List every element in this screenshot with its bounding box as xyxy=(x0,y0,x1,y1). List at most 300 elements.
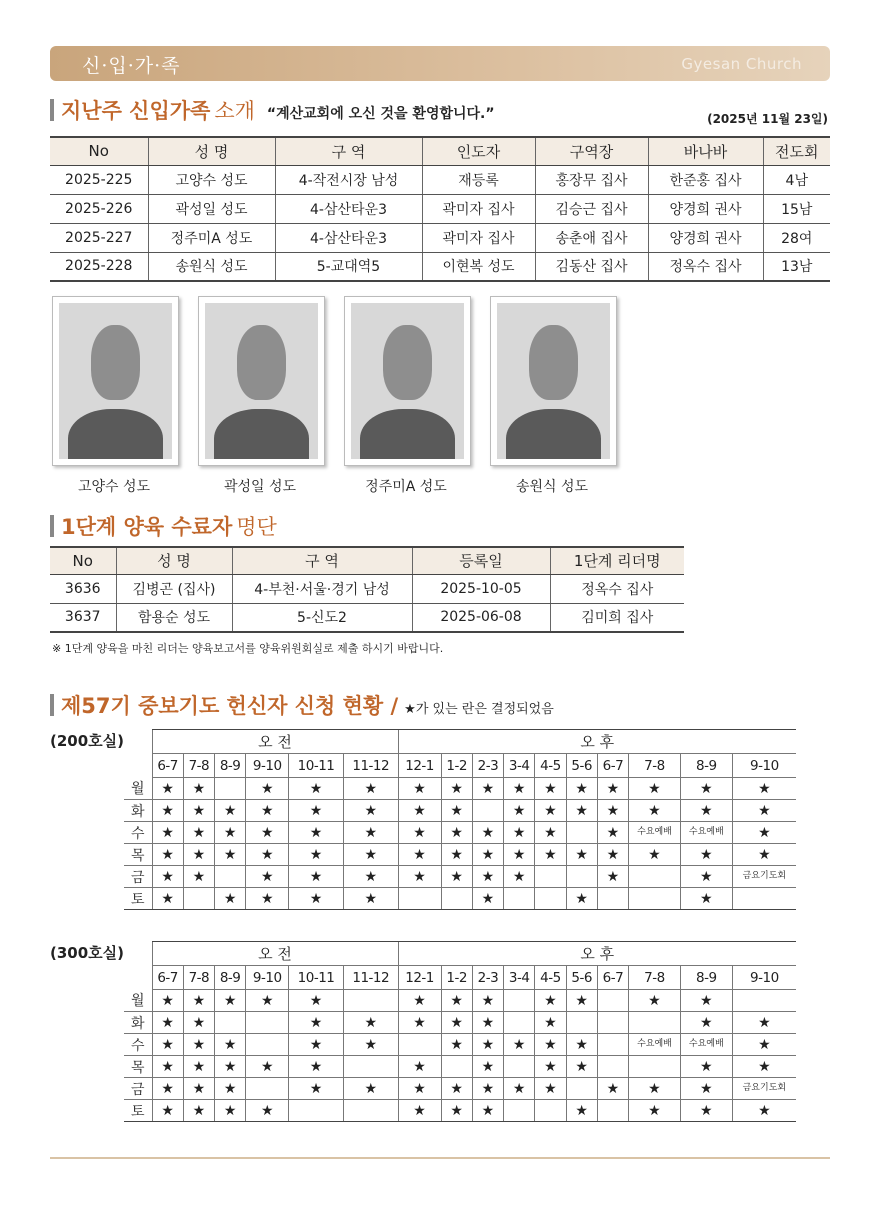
table-cell: 2025-228 xyxy=(50,252,148,281)
schedule-cell xyxy=(597,990,628,1012)
table-cell: 2025-10-05 xyxy=(412,574,550,603)
schedule-corner xyxy=(124,942,152,966)
star-icon: ★ xyxy=(566,1100,597,1122)
star-icon: ★ xyxy=(343,822,398,844)
section-brand: 신·입·가·족 xyxy=(82,55,181,77)
column-header: 인도자 xyxy=(422,137,535,165)
star-icon: ★ xyxy=(680,1100,732,1122)
star-icon: ★ xyxy=(246,990,289,1012)
photo-caption: 정주미A 성도 xyxy=(365,479,447,495)
schedule-day-row xyxy=(124,1078,796,1100)
star-icon: ★ xyxy=(680,1056,732,1078)
schedule-corner xyxy=(124,754,152,778)
table-cell: 3636 xyxy=(50,574,116,603)
schedule-cell xyxy=(629,866,681,888)
star-icon: ★ xyxy=(597,800,628,822)
table-cell: 송춘애 집사 xyxy=(535,223,648,252)
star-icon: ★ xyxy=(566,1034,597,1056)
newcomers-title xyxy=(50,95,495,125)
star-icon: ★ xyxy=(343,778,398,800)
star-icon: ★ xyxy=(680,778,732,800)
day-label: 토 xyxy=(124,1100,152,1122)
time-slot: 10-11 xyxy=(289,966,344,990)
star-icon: ★ xyxy=(597,778,628,800)
star-icon: ★ xyxy=(246,1100,289,1122)
table-cell: 김승근 집사 xyxy=(535,194,648,223)
star-icon: ★ xyxy=(152,800,183,822)
star-icon: ★ xyxy=(472,1100,503,1122)
schedule-cell xyxy=(597,1100,628,1122)
schedule-cell xyxy=(566,1012,597,1034)
table-row xyxy=(50,165,830,194)
schedule-corner xyxy=(124,966,152,990)
table-cell: 28여 xyxy=(763,223,830,252)
table-cell: 함용순 성도 xyxy=(116,603,232,632)
star-icon: ★ xyxy=(629,800,681,822)
star-icon: ★ xyxy=(289,822,344,844)
schedule-cell xyxy=(289,1100,344,1122)
graduates-title-light: 명단 xyxy=(236,515,277,539)
table-cell: 2025-226 xyxy=(50,194,148,223)
schedule-cell xyxy=(398,888,441,910)
star-icon: ★ xyxy=(246,866,289,888)
star-icon: ★ xyxy=(289,1012,344,1034)
star-icon: ★ xyxy=(215,990,246,1012)
time-slot: 12-1 xyxy=(398,754,441,778)
table-cell: 김미희 집사 xyxy=(550,603,684,632)
time-slot: 6-7 xyxy=(597,966,628,990)
prayer-title-strong: 제57기 중보기도 헌신자 신청 현황 / xyxy=(61,694,399,718)
star-icon: ★ xyxy=(246,822,289,844)
schedule-period-row xyxy=(124,942,796,966)
star-icon: ★ xyxy=(152,844,183,866)
star-icon: ★ xyxy=(215,822,246,844)
star-icon: ★ xyxy=(152,1056,183,1078)
schedule-cell: 수요예배 xyxy=(680,1034,732,1056)
star-icon: ★ xyxy=(289,1078,344,1100)
star-icon: ★ xyxy=(472,1056,503,1078)
time-slot: 2-3 xyxy=(472,754,503,778)
schedule-cell xyxy=(246,1012,289,1034)
schedule-day-row xyxy=(124,1012,796,1034)
table-cell: 2025-06-08 xyxy=(412,603,550,632)
table-cell: 곽미자 집사 xyxy=(422,223,535,252)
table-cell: 한준홍 집사 xyxy=(648,165,763,194)
newcomers-table xyxy=(50,136,830,282)
newcomers-title-light: 소개 xyxy=(214,99,255,123)
schedule-cell xyxy=(398,1034,441,1056)
schedule-cell xyxy=(732,990,796,1012)
pm-header: 오 후 xyxy=(398,942,796,966)
schedule-cell xyxy=(215,1012,246,1034)
time-slot: 7-8 xyxy=(629,966,681,990)
table-cell: 홍장무 집사 xyxy=(535,165,648,194)
table-row xyxy=(50,574,684,603)
schedule-cell xyxy=(215,866,246,888)
schedule-day-row xyxy=(124,888,796,910)
schedule-cell xyxy=(566,822,597,844)
star-icon: ★ xyxy=(398,778,441,800)
star-icon: ★ xyxy=(183,1012,214,1034)
star-icon: ★ xyxy=(441,1034,472,1056)
table-cell: 양경희 권사 xyxy=(648,223,763,252)
star-icon: ★ xyxy=(732,1100,796,1122)
table-cell: 양경희 권사 xyxy=(648,194,763,223)
star-icon: ★ xyxy=(441,1012,472,1034)
day-label: 토 xyxy=(124,888,152,910)
schedule-day-row xyxy=(124,1056,796,1078)
table-cell: 정옥수 집사 xyxy=(648,252,763,281)
table-cell: 4남 xyxy=(763,165,830,194)
star-icon: ★ xyxy=(566,990,597,1012)
star-icon: ★ xyxy=(472,822,503,844)
schedule-period-row xyxy=(124,730,796,754)
time-slot: 12-1 xyxy=(398,966,441,990)
table-cell: 정주미A 성도 xyxy=(148,223,275,252)
time-slot: 6-7 xyxy=(152,754,183,778)
column-header: 성 명 xyxy=(116,547,232,574)
time-slot: 10-11 xyxy=(289,754,344,778)
star-icon: ★ xyxy=(566,888,597,910)
star-icon: ★ xyxy=(398,866,441,888)
bulletin-date: (2025년 11월 23일) xyxy=(707,112,828,126)
time-slot: 3-4 xyxy=(504,754,535,778)
star-icon: ★ xyxy=(680,888,732,910)
day-label: 목 xyxy=(124,1056,152,1078)
star-icon: ★ xyxy=(152,1034,183,1056)
table-cell: 정옥수 집사 xyxy=(550,574,684,603)
star-icon: ★ xyxy=(215,800,246,822)
star-icon: ★ xyxy=(597,822,628,844)
time-slot: 11-12 xyxy=(343,966,398,990)
schedule-cell xyxy=(597,1034,628,1056)
greeting-text: “계산교회에 오신 것을 환영합니다.” xyxy=(266,106,495,122)
star-icon: ★ xyxy=(441,866,472,888)
schedule-cell xyxy=(504,888,535,910)
schedule-cell xyxy=(535,1100,566,1122)
time-slot: 7-8 xyxy=(183,754,214,778)
star-icon: ★ xyxy=(732,1056,796,1078)
table-cell: 3637 xyxy=(50,603,116,632)
star-icon: ★ xyxy=(535,822,566,844)
star-icon: ★ xyxy=(343,844,398,866)
schedule-cell xyxy=(441,888,472,910)
schedule-cell xyxy=(504,1100,535,1122)
table-cell: 2025-225 xyxy=(50,165,148,194)
graduates-title-strong: 1단계 양육 수료자 xyxy=(61,515,233,539)
star-icon: ★ xyxy=(732,778,796,800)
photo-caption: 고양수 성도 xyxy=(77,479,151,495)
column-header: 1단계 리더명 xyxy=(550,547,684,574)
schedule-cell: 금요기도회 xyxy=(732,866,796,888)
table-cell: 김동산 집사 xyxy=(535,252,648,281)
column-header: 바나바 xyxy=(648,137,763,165)
star-icon: ★ xyxy=(472,844,503,866)
star-icon: ★ xyxy=(566,778,597,800)
title-bar-marker xyxy=(50,515,54,537)
table-row xyxy=(50,603,684,632)
newcomer-photo xyxy=(198,296,325,466)
time-slot: 8-9 xyxy=(215,966,246,990)
time-slot: 1-2 xyxy=(441,754,472,778)
column-header: 성 명 xyxy=(148,137,275,165)
star-icon: ★ xyxy=(441,1100,472,1122)
schedule-cell xyxy=(535,888,566,910)
star-icon: ★ xyxy=(152,1100,183,1122)
time-slot: 9-10 xyxy=(246,966,289,990)
star-icon: ★ xyxy=(629,1078,681,1100)
table-cell: 송원식 성도 xyxy=(148,252,275,281)
star-icon: ★ xyxy=(343,1034,398,1056)
schedule-cell xyxy=(246,1034,289,1056)
star-icon: ★ xyxy=(566,844,597,866)
column-header: No xyxy=(50,137,148,165)
star-icon: ★ xyxy=(152,866,183,888)
photo-caption: 송원식 성도 xyxy=(515,479,589,495)
graduates-note: ※ 1단계 양육을 마친 리더는 양육보고서를 양육위원회실로 제출 하시기 바랍니다. xyxy=(52,642,444,655)
schedule-cell: 수요예배 xyxy=(629,1034,681,1056)
column-header: 전도회 xyxy=(763,137,830,165)
star-icon: ★ xyxy=(680,1078,732,1100)
star-icon: ★ xyxy=(398,1012,441,1034)
star-icon: ★ xyxy=(152,1012,183,1034)
star-icon: ★ xyxy=(398,990,441,1012)
star-icon: ★ xyxy=(289,844,344,866)
star-icon: ★ xyxy=(535,844,566,866)
star-icon: ★ xyxy=(152,822,183,844)
star-icon: ★ xyxy=(183,990,214,1012)
star-icon: ★ xyxy=(680,844,732,866)
schedule-day-row xyxy=(124,800,796,822)
graduates-title xyxy=(50,511,277,541)
table-cell: 4-작전시장 남성 xyxy=(275,165,422,194)
schedule-cell xyxy=(535,866,566,888)
star-icon: ★ xyxy=(597,866,628,888)
star-icon: ★ xyxy=(535,1078,566,1100)
table-cell: 김병곤 (집사) xyxy=(116,574,232,603)
star-icon: ★ xyxy=(504,800,535,822)
schedule-day-row xyxy=(124,1100,796,1122)
schedule-cell xyxy=(732,888,796,910)
title-bar-marker xyxy=(50,99,54,121)
schedule-cell xyxy=(472,800,503,822)
star-icon: ★ xyxy=(535,1012,566,1034)
star-icon: ★ xyxy=(215,844,246,866)
star-icon: ★ xyxy=(343,1078,398,1100)
day-label: 목 xyxy=(124,844,152,866)
room-label: (300호실) xyxy=(50,944,125,962)
star-icon: ★ xyxy=(629,1100,681,1122)
star-icon: ★ xyxy=(732,1012,796,1034)
column-header: 구 역 xyxy=(232,547,412,574)
star-icon: ★ xyxy=(343,800,398,822)
table-cell: 4-부천·서울·경기 남성 xyxy=(232,574,412,603)
star-icon: ★ xyxy=(597,844,628,866)
schedule-cell: 금요기도회 xyxy=(732,1078,796,1100)
star-icon: ★ xyxy=(472,1012,503,1034)
star-icon: ★ xyxy=(183,822,214,844)
room-label: (200호실) xyxy=(50,732,125,750)
prayer-title-note: ★가 있는 란은 결정되었음 xyxy=(404,702,554,717)
star-icon: ★ xyxy=(472,866,503,888)
time-slot: 6-7 xyxy=(597,754,628,778)
time-slot: 7-8 xyxy=(629,754,681,778)
star-icon: ★ xyxy=(472,1034,503,1056)
newcomer-photo xyxy=(344,296,471,466)
photo-caption: 곽성일 성도 xyxy=(223,479,297,495)
schedule-cell xyxy=(566,1078,597,1100)
star-icon: ★ xyxy=(398,1100,441,1122)
star-icon: ★ xyxy=(215,1056,246,1078)
time-slot: 11-12 xyxy=(343,754,398,778)
star-icon: ★ xyxy=(441,1078,472,1100)
star-icon: ★ xyxy=(215,1100,246,1122)
star-icon: ★ xyxy=(535,990,566,1012)
time-slot: 3-4 xyxy=(504,966,535,990)
table-cell: 고양수 성도 xyxy=(148,165,275,194)
star-icon: ★ xyxy=(183,1078,214,1100)
star-icon: ★ xyxy=(732,800,796,822)
star-icon: ★ xyxy=(289,1034,344,1056)
star-icon: ★ xyxy=(343,866,398,888)
star-icon: ★ xyxy=(535,778,566,800)
star-icon: ★ xyxy=(535,1056,566,1078)
star-icon: ★ xyxy=(289,888,344,910)
table-cell: 5-신도2 xyxy=(232,603,412,632)
star-icon: ★ xyxy=(441,844,472,866)
prayer-schedule-200 xyxy=(124,729,796,910)
day-label: 화 xyxy=(124,800,152,822)
star-icon: ★ xyxy=(183,844,214,866)
star-icon: ★ xyxy=(472,778,503,800)
star-icon: ★ xyxy=(343,888,398,910)
star-icon: ★ xyxy=(398,800,441,822)
star-icon: ★ xyxy=(398,1078,441,1100)
table-row xyxy=(50,194,830,223)
prayer-schedule-300 xyxy=(124,941,796,1122)
star-icon: ★ xyxy=(472,1078,503,1100)
time-slot: 9-10 xyxy=(732,966,796,990)
schedule-cell xyxy=(183,888,214,910)
star-icon: ★ xyxy=(535,800,566,822)
schedule-cell xyxy=(504,1012,535,1034)
table-cell: 2025-227 xyxy=(50,223,148,252)
schedule-day-row xyxy=(124,778,796,800)
time-slot: 5-6 xyxy=(566,754,597,778)
star-icon: ★ xyxy=(152,778,183,800)
pm-header: 오 후 xyxy=(398,730,796,754)
star-icon: ★ xyxy=(504,822,535,844)
newcomer-photo xyxy=(490,296,617,466)
star-icon: ★ xyxy=(398,844,441,866)
star-icon: ★ xyxy=(246,888,289,910)
schedule-day-row xyxy=(124,844,796,866)
table-cell: 곽성일 성도 xyxy=(148,194,275,223)
star-icon: ★ xyxy=(343,1012,398,1034)
schedule-day-row xyxy=(124,1034,796,1056)
schedule-cell xyxy=(629,1012,681,1034)
time-slot: 1-2 xyxy=(441,966,472,990)
star-icon: ★ xyxy=(215,888,246,910)
star-icon: ★ xyxy=(152,888,183,910)
schedule-cell xyxy=(566,866,597,888)
time-slot: 5-6 xyxy=(566,966,597,990)
schedule-cell xyxy=(215,778,246,800)
star-icon: ★ xyxy=(566,800,597,822)
schedule-day-row xyxy=(124,990,796,1012)
schedule-day-row xyxy=(124,822,796,844)
schedule-cell xyxy=(504,990,535,1012)
table-cell: 이현복 성도 xyxy=(422,252,535,281)
newcomer-photo xyxy=(52,296,179,466)
schedule-corner xyxy=(124,730,152,754)
star-icon: ★ xyxy=(183,800,214,822)
am-header: 오 전 xyxy=(152,942,398,966)
day-label: 월 xyxy=(124,990,152,1012)
star-icon: ★ xyxy=(246,1056,289,1078)
star-icon: ★ xyxy=(183,1034,214,1056)
star-icon: ★ xyxy=(246,778,289,800)
header-bar xyxy=(50,46,830,81)
star-icon: ★ xyxy=(441,800,472,822)
schedule-cell: 수요예배 xyxy=(629,822,681,844)
star-icon: ★ xyxy=(215,1034,246,1056)
schedule-day-row xyxy=(124,866,796,888)
star-icon: ★ xyxy=(504,1078,535,1100)
time-slot: 9-10 xyxy=(246,754,289,778)
time-slot: 8-9 xyxy=(680,754,732,778)
star-icon: ★ xyxy=(566,1056,597,1078)
time-slot: 2-3 xyxy=(472,966,503,990)
church-name: Gyesan Church xyxy=(681,55,802,73)
schedule-cell xyxy=(597,1056,628,1078)
am-header: 오 전 xyxy=(152,730,398,754)
time-slot: 8-9 xyxy=(680,966,732,990)
star-icon: ★ xyxy=(680,866,732,888)
schedule-cell xyxy=(343,1056,398,1078)
table-cell: 13남 xyxy=(763,252,830,281)
time-slot: 4-5 xyxy=(535,966,566,990)
star-icon: ★ xyxy=(398,1056,441,1078)
column-header: No xyxy=(50,547,116,574)
column-header: 구 역 xyxy=(275,137,422,165)
title-bar-marker xyxy=(50,694,54,716)
star-icon: ★ xyxy=(504,844,535,866)
star-icon: ★ xyxy=(246,844,289,866)
star-icon: ★ xyxy=(629,778,681,800)
star-icon: ★ xyxy=(246,800,289,822)
star-icon: ★ xyxy=(504,1034,535,1056)
schedule-cell xyxy=(343,990,398,1012)
time-slot: 4-5 xyxy=(535,754,566,778)
star-icon: ★ xyxy=(680,1012,732,1034)
star-icon: ★ xyxy=(152,1078,183,1100)
day-label: 수 xyxy=(124,1034,152,1056)
star-icon: ★ xyxy=(183,866,214,888)
star-icon: ★ xyxy=(597,1078,628,1100)
star-icon: ★ xyxy=(183,778,214,800)
star-icon: ★ xyxy=(472,990,503,1012)
table-cell: 4-삼산타운3 xyxy=(275,223,422,252)
newcomers-title-strong: 지난주 신입가족 xyxy=(61,99,211,123)
schedule-cell xyxy=(504,1056,535,1078)
star-icon: ★ xyxy=(629,990,681,1012)
table-cell: 곽미자 집사 xyxy=(422,194,535,223)
star-icon: ★ xyxy=(289,990,344,1012)
day-label: 화 xyxy=(124,1012,152,1034)
star-icon: ★ xyxy=(215,1078,246,1100)
schedule-slot-row xyxy=(124,966,796,990)
